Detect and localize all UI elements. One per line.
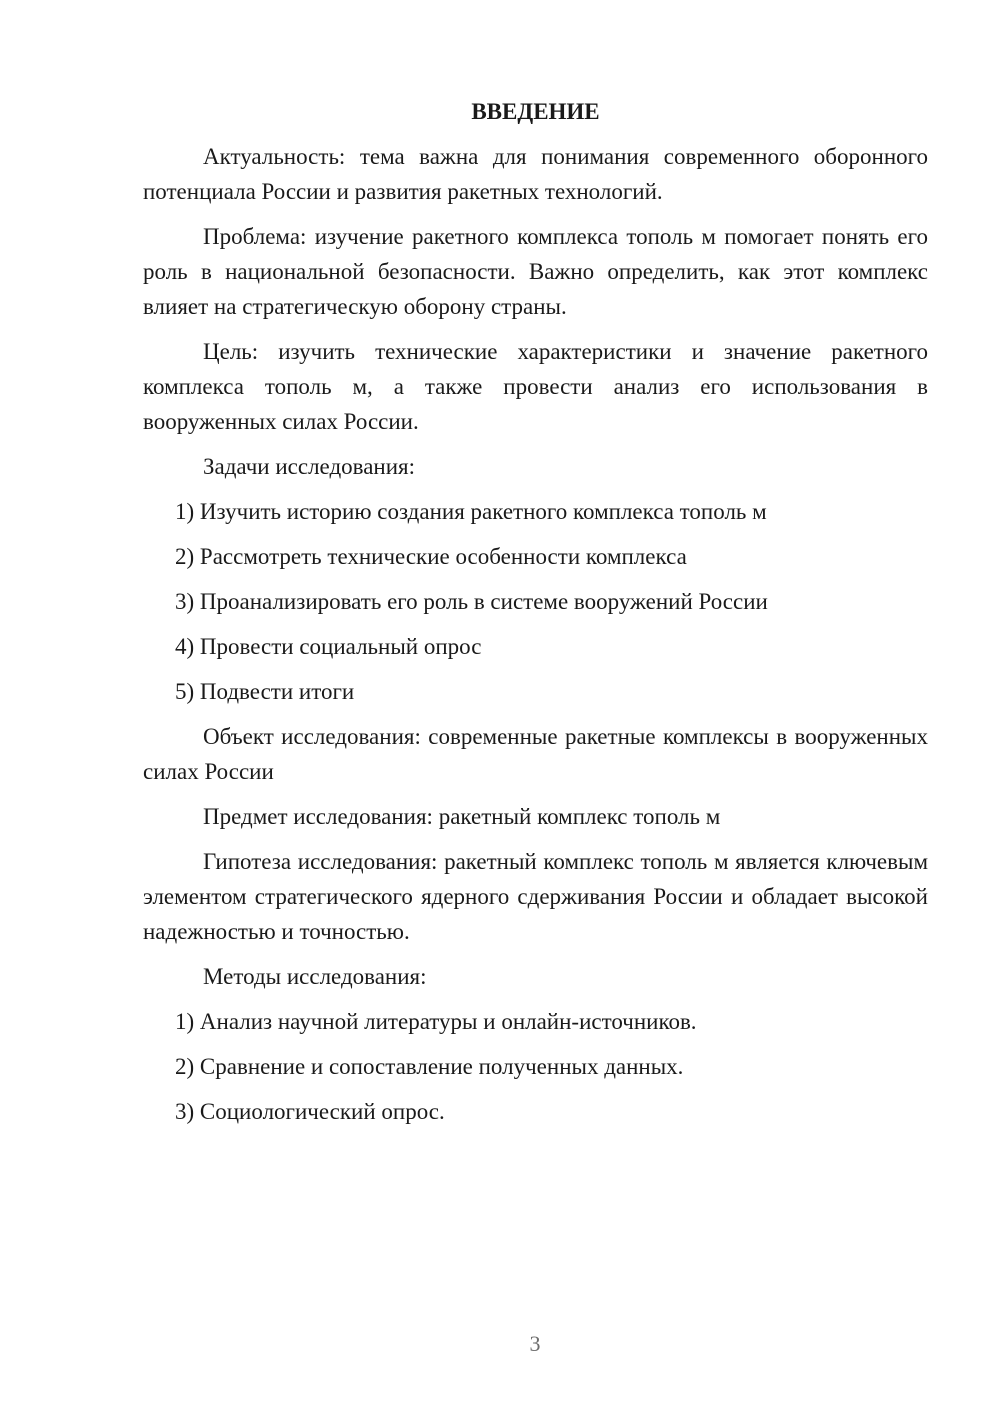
task-item: 2) Рассмотреть технические особенности комплекса bbox=[175, 544, 687, 569]
task-item: 4) Провести социальный опрос bbox=[175, 634, 482, 659]
document-body bbox=[143, 94, 928, 1139]
page-number: 3 bbox=[529, 1331, 541, 1356]
method-item: 2) Сравнение и сопоставление полученных данных. bbox=[175, 1054, 684, 1079]
object-paragraph: Объект исследования: современные ракетные комплексы в вооруженных силах России bbox=[143, 724, 928, 784]
tasks-heading: Задачи исследования: bbox=[203, 454, 416, 479]
section-title: ВВЕДЕНИЕ bbox=[471, 99, 600, 124]
goal-paragraph: Цель: изучить технические характеристики и значение ракетного комплекса тополь м, а также провести анализ его использования в вооруженных силах России. bbox=[143, 339, 928, 434]
relevance-paragraph: Актуальность: тема важна для понимания современного оборонного потенциала России и развития ракетных технологий. bbox=[143, 144, 928, 204]
methods-heading: Методы исследования: bbox=[203, 964, 427, 989]
method-item: 1) Анализ научной литературы и онлайн-источников. bbox=[175, 1009, 697, 1034]
task-item: 3) Проанализировать его роль в системе вооружений России bbox=[175, 589, 768, 614]
hypothesis-paragraph: Гипотеза исследования: ракетный комплекс тополь м является ключевым элементом стратегического ядерного сдерживания России и обладает высокой надежностью и точностью. bbox=[143, 849, 928, 944]
subject-paragraph: Предмет исследования: ракетный комплекс тополь м bbox=[203, 804, 721, 829]
task-item: 5) Подвести итоги bbox=[175, 679, 355, 704]
task-item: 1) Изучить историю создания ракетного комплекса тополь м bbox=[175, 499, 767, 524]
method-item: 3) Социологический опрос. bbox=[175, 1099, 445, 1124]
problem-paragraph: Проблема: изучение ракетного комплекса тополь м помогает понять его роль в национальной безопасности. Важно определить, как этот комплекс влияет на стратегическую оборону страны. bbox=[143, 224, 928, 319]
